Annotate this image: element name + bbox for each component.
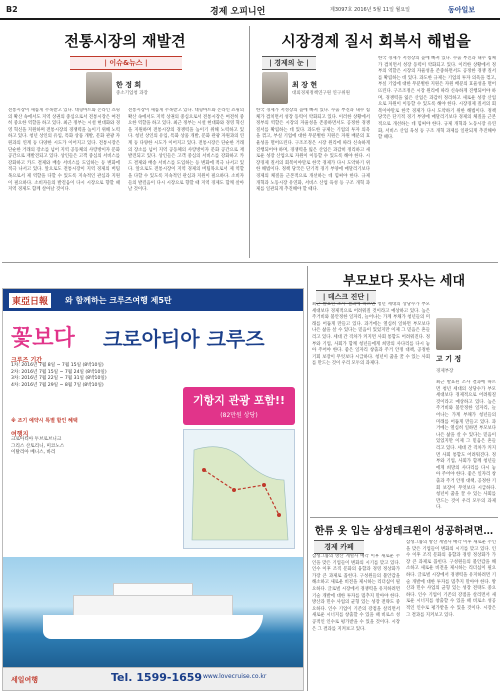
ad-phone[interactable]: Tel. 1599-1659: [111, 671, 203, 684]
article-body: 한국 경제가 저성장의 늪에 빠져 있다. 수출 부진과 내수 침체가 겹치면서 성장 동력이 약화되고 있다. 이러한 상황에서 정부의 역할은 시장의 자율성을 존중하면서도 공정한 경쟁 질서를 확립하는 데 있다. 과도한 규제는 기업의 투자 의욕을 꺾고, 부실 기업에 대한 무분별한 지원은 자원 배분의 효율성을 떨어뜨린다. 구조조정은 시장 원리에 따라 신속하게 진행되어야 하며, 경쟁력을 잃은 산업은 과감히 정리하고 새로운 성장 산업으로 자원이 이동할 수 있도록 해야 한다. 시장경제 질서의 회복이야말로 한국 경제가 다시 도약하기 위한 해법이다. 정책 당국은 단기적 경기 부양에 매달리기보다 경제의 체질을 근본적으로 개선하는 데 힘써야 한다. 규제 개혁과 노동시장 유연화, 서비스 산업 육성 등 구조 개혁 과제를 일관되게 추진해야 할 때다.: [256, 108, 370, 193]
author-photo: [86, 72, 112, 104]
list-item: 3차: 2016년 7월 22일 ~ 7월 31일 (8박10일): [11, 376, 107, 382]
ad-title-croatia: 크로아티아 크루즈: [103, 327, 265, 351]
author-role: 중소기업청 과장: [116, 91, 148, 96]
ad-note: ※ 조기 예약시 특별 할인 혜택: [11, 418, 78, 424]
ad-title-flower: 꽃보다: [11, 325, 75, 351]
publication-logo: 동아일보: [448, 6, 476, 14]
route-map-image: [183, 429, 295, 549]
section-title: 경제 오피니언: [210, 7, 266, 17]
author-name: 고 기 정: [436, 355, 462, 363]
article-body-continued: 삼성그룹의 방산 계열사 매각 이후 새로운 주인을 맞은 기업들이 변화의 시기를 맞고 있다. 인수 이후 조직 문화의 융합과 경영 정상화가 가장 큰 과제로 꼽힌다. 구성원들의 불안감을 해소하고 새로운 비전을 제시하는 리더십이 필요하다. 글로벌 시장에서 경쟁력을 유지하려면 기술 개발에 대한 투자를 멈추지 말아야 한다. 방산과 민수 사업의 균형 있는 성장 전략도 중요하다. 인수 기업이 기존의 강점을 살리면서 새로운 시너지를 창출할 수 있을 때 비로소 성공적인 인수로 평가받을 수 있을 것이다. 시장은 그 결과를 지켜보고 있다.: [406, 540, 496, 618]
newspaper-logo: 東亞日報: [9, 293, 51, 308]
column-kicker: 경제 카페: [314, 540, 364, 554]
list-item: 4차: 2016년 7월 29일 ~ 8월 7일 (8박10일): [11, 382, 104, 388]
author-role: 경제부장: [436, 369, 454, 374]
ad-banner: [3, 289, 303, 311]
author-box: [86, 72, 148, 104]
travel-company: 세일여행: [11, 676, 39, 684]
author-box: [262, 72, 350, 104]
list-item: 2차: 2016년 7월 15일 ~ 7월 24일 (8박10일): [11, 369, 107, 375]
ad-period-list: [11, 363, 161, 389]
article-body-continued: 전통시장이 새롭게 주목받고 있다. 대형마트와 온라인 쇼핑의 확산 속에서도 지역 상권의 중심으로서 전통시장은 여전히 중요한 역할을 하고 있다. 최근 정부는 시설 현대화와 경영 혁신을 지원하며 전통시장의 경쟁력을 높이기 위해 노력하고 있다. 청년 상인의 유입, 특화 상품 개발, 문화 관광 자원과의 연계 등 다양한 시도가 이어지고 있다. 전통시장은 단순한 거래의 장소를 넘어 지역 공동체의 사랑방이자 문화 공간으로 재발견되고 있다. 상인들은 고객 중심의 서비스를 강화하고 카드 결제와 배송 서비스를 도입하는 등 변화에 적극 나서고 있다. 앞으로도 전통시장이 지역 경제의 버팀목으로서 제 역할을 다할 수 있도록 지속적인 관심과 지원이 필요하다. 소비자들의 발걸음이 다시 시장으로 향할 때 지역 경제도 함께 살아날 것이다.: [128, 108, 244, 193]
author-photo: [262, 72, 288, 104]
article-body: 최근 발표된 조사 결과에 따르면 청년 세대의 상당수가 부모 세대보다 경제적으로 어려워질 것이라고 예상하고 있다. 높은 주거비와 불안정한 일자리, 늘어나는 가계 부채가 청년들의 미래를 어둡게 만들고 있다. 과거에는 열심히 일하면 부모보다 나은 삶을 살 수 있다는 믿음이 있었지만 이제 그 믿음은 흔들리고 있다. 세대 간 격차가 커지면 사회 통합도 어려워진다. 정부와 기업, 사회가 함께 청년들에게 희망의 사다리를 다시 놓아 주어야 한다. 좋은 일자리 창출과 주거 안정 대책, 공정한 기회 보장이 무엇보다 시급하다. 청년이 꿈을 꿀 수 있는 사회를 만드는 것이 우리 모두의 과제다.: [312, 302, 430, 367]
column-divider: [249, 26, 250, 258]
list-item: 이탈리아 베니스, 바리: [11, 450, 56, 456]
article-headline: 전통시장의 재발견: [64, 32, 186, 50]
ad-destination-list: [11, 437, 161, 457]
ad-footer: [3, 667, 303, 691]
article-body-continued: 최근 발표된 조사 결과에 따르면 청년 세대의 상당수가 부모 세대보다 경제적으로 어려워질 것이라고 예상하고 있다. 높은 주거비와 불안정한 일자리, 늘어나는 가계 부채가 청년들의 미래를 어둡게 만들고 있다. 과거에는 열심히 일하면 부모보다 나은 삶을 살 수 있다는 믿음이 있었지만 이제 그 믿음은 흔들리고 있다. 세대 간 격차가 커지면 사회 통합도 어려워진다. 정부와 기업, 사회가 함께 청년들에게 희망의 사다리를 다시 놓아 주어야 한다. 좋은 일자리 창출과 주거 안정 대책, 공정한 기회 보장이 무엇보다 시급하다. 청년이 꿈을 꿀 수 있는 사회를 만드는 것이 우리 모두의 과제다.: [436, 380, 496, 511]
list-item: 그리스 산토리니, 미코노스: [11, 443, 65, 449]
list-item: 1차: 2016년 7월 8일 ~ 7월 15일 (8박10일): [11, 363, 104, 368]
cruise-advertisement[interactable]: [2, 288, 304, 691]
issue-date: 제3097호 2016년 5월 11일 월요일: [330, 7, 410, 13]
column-divider: [307, 266, 308, 691]
ship-hull: [43, 615, 263, 639]
ad-period-heading: 크루즈 기간: [11, 357, 43, 364]
author-photo: [436, 318, 462, 350]
article-body: 삼성그룹의 방산 계열사 매각 이후 새로운 주인을 맞은 기업들이 변화의 시기를 맞고 있다. 인수 이후 조직 문화의 융합과 경영 정상화가 가장 큰 과제로 꼽힌다. 구성원들의 불안감을 해소하고 새로운 비전을 제시하는 리더십이 필요하다. 글로벌 시장에서 경쟁력을 유지하려면 기술 개발에 대한 투자를 멈추지 말아야 한다. 방산과 민수 사업의 균형 있는 성장 전략도 중요하다. 인수 기업이 기존의 강점을 살리면서 새로운 시너지를 창출할 수 있을 때 비로소 성공적인 인수로 평가받을 수 있을 것이다. 시장은 그 결과를 지켜보고 있다.: [312, 554, 400, 632]
column-kicker: | 경제의 눈 |: [262, 56, 316, 70]
article-headline: 부모보다 못사는 세대: [342, 274, 466, 289]
badge-sub: (82만원 상당): [220, 412, 258, 419]
ad-website-link[interactable]: www.lovecruise.co.kr: [203, 673, 267, 680]
article-headline: 한류 옷 입는 삼성테크윈이 성공하려면…: [314, 526, 494, 537]
badge-main: 기항지 관광 포함!!: [192, 394, 286, 407]
author-name: 최 장 현: [292, 81, 318, 89]
ad-destination-heading: 여행지: [11, 431, 29, 438]
ship-deck: [73, 595, 233, 617]
article-body: 전통시장이 새롭게 주목받고 있다. 대형마트와 온라인 쇼핑의 확산 속에서도 지역 상권의 중심으로서 전통시장은 여전히 중요한 역할을 하고 있다. 최근 정부는 시설 현대화와 경영 혁신을 지원하며 전통시장의 경쟁력을 높이기 위해 노력하고 있다. 청년 상인의 유입, 특화 상품 개발, 문화 관광 자원과의 연계 등 다양한 시도가 이어지고 있다. 전통시장은 단순한 거래의 장소를 넘어 지역 공동체의 사랑방이자 문화 공간으로 재발견되고 있다. 상인들은 고객 중심의 서비스를 강화하고 카드 결제와 배송 서비스를 도입하는 등 변화에 적극 나서고 있다. 앞으로도 전통시장이 지역 경제의 버팀목으로서 제 역할을 다할 수 있도록 지속적인 관심과 지원이 필요하다. 소비자들의 발걸음이 다시 시장으로 향할 때 지역 경제도 함께 살아날 것이다.: [8, 108, 120, 193]
cruise-ship-image: [3, 557, 303, 667]
ad-banner-text: 와 함께하는 크루즈여행 제5탄: [65, 296, 172, 305]
page-header: [0, 0, 500, 20]
author-role: 대외경제정책연구원 연구위원: [292, 91, 350, 96]
article-body-continued: 한국 경제가 저성장의 늪에 빠져 있다. 수출 부진과 내수 침체가 겹치면서 성장 동력이 약화되고 있다. 이러한 상황에서 정부의 역할은 시장의 자율성을 존중하면서도 공정한 경쟁 질서를 확립하는 데 있다. 과도한 규제는 기업의 투자 의욕을 꺾고, 부실 기업에 대한 무분별한 지원은 자원 배분의 효율성을 떨어뜨린다. 구조조정은 시장 원리에 따라 신속하게 진행되어야 하며, 경쟁력을 잃은 산업은 과감히 정리하고 새로운 성장 산업으로 자원이 이동할 수 있도록 해야 한다. 시장경제 질서의 회복이야말로 한국 경제가 다시 도약하기 위한 해법이다. 정책 당국은 단기적 경기 부양에 매달리기보다 경제의 체질을 근본적으로 개선하는 데 힘써야 한다. 규제 개혁과 노동시장 유연화, 서비스 산업 육성 등 구조 개혁 과제를 일관되게 추진해야 할 때다.: [378, 56, 496, 141]
author-name: 한 정 희: [116, 81, 142, 89]
ad-highlight-badge: [183, 387, 295, 425]
route-map-icon: [184, 430, 296, 550]
article-headline: 시장경제 질서 회복서 해법을: [281, 32, 471, 50]
column-kicker: | 데스크 진단 |: [316, 290, 376, 304]
list-item: 크로아티아 두브로브니크: [11, 437, 62, 442]
column-kicker: | 이슈&뉴스 |: [70, 56, 182, 70]
page-number: B2: [6, 5, 18, 14]
author-box: [436, 318, 462, 374]
section-divider: [2, 262, 498, 263]
section-divider: [310, 517, 498, 518]
